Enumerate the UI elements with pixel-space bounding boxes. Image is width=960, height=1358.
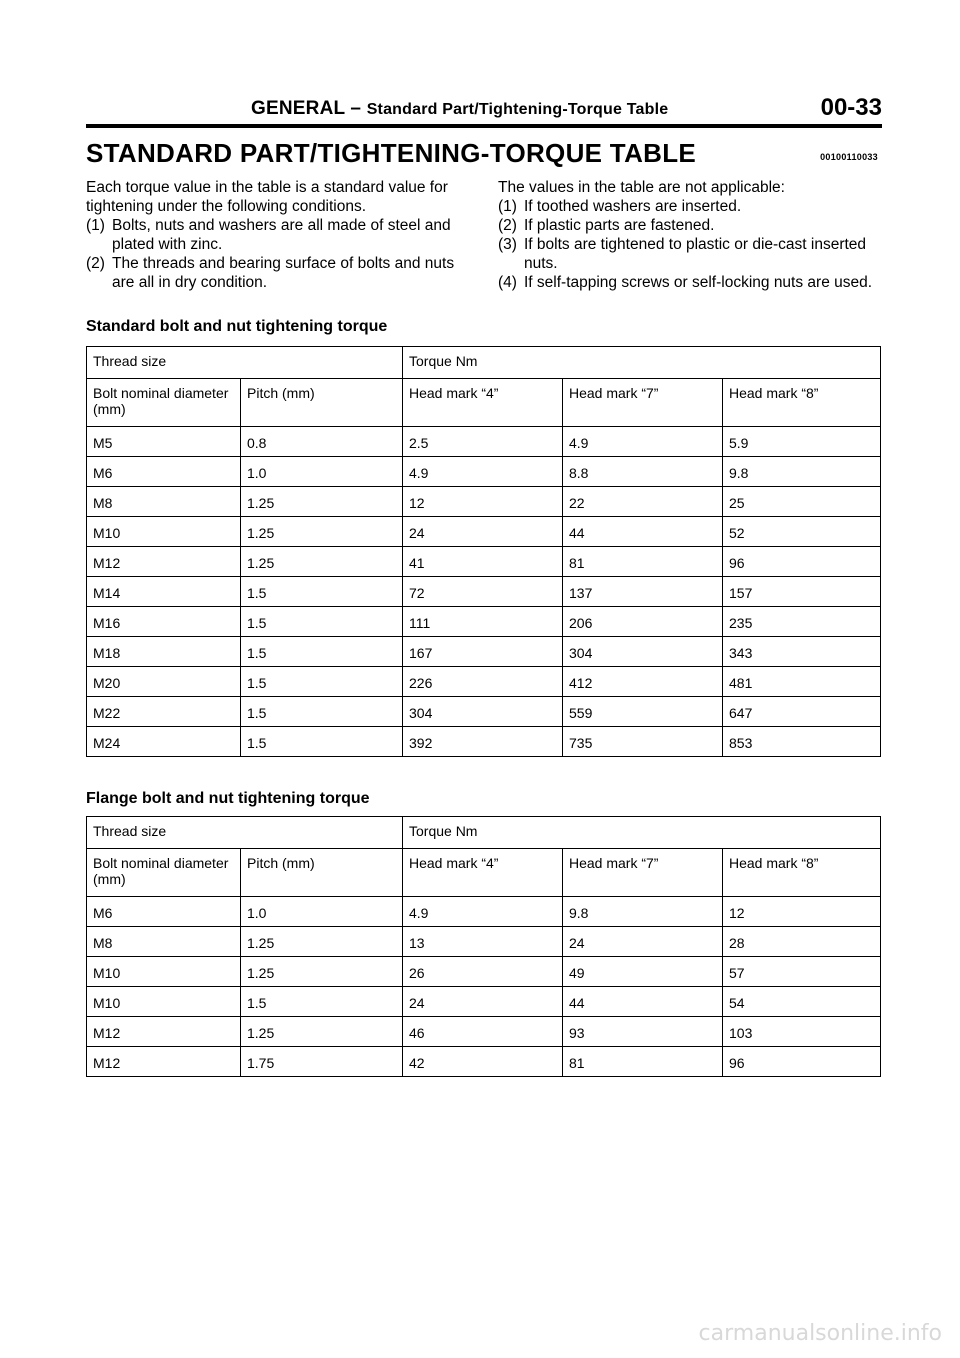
table-cell: M6 (87, 897, 241, 927)
table-cell: 735 (563, 727, 723, 757)
table-row (87, 457, 881, 487)
intro-right-paragraph: The values in the table are not applicable: (498, 179, 785, 196)
table-row (87, 957, 881, 987)
table-group-header-row (87, 347, 881, 379)
table-cell: 9.8 (723, 457, 881, 487)
table-cell: 304 (563, 637, 723, 667)
table-cell: 4.9 (403, 457, 563, 487)
table-cell: 157 (723, 577, 881, 607)
torque-header: Torque Nm (403, 347, 881, 379)
table-cell: 42 (403, 1047, 563, 1077)
table-cell: 0.8 (241, 427, 403, 457)
intro-right-item (498, 197, 888, 216)
table-cell: 1.75 (241, 1047, 403, 1077)
table-cell: 8.8 (563, 457, 723, 487)
table-cell: M22 (87, 697, 241, 727)
table-group-header-row (87, 817, 881, 849)
table-cell: 52 (723, 517, 881, 547)
item-text: If plastic parts are fastened. (524, 217, 715, 234)
intro-left-item (86, 216, 466, 254)
table-cell: 167 (403, 637, 563, 667)
table-cell: 1.5 (241, 577, 403, 607)
table-row (87, 487, 881, 517)
table-cell: 392 (403, 727, 563, 757)
table-cell: 1.5 (241, 987, 403, 1017)
table-row (87, 607, 881, 637)
column-header: Head mark “7” (563, 379, 723, 427)
intro-right-item (498, 273, 888, 292)
header-section-label: GENERAL – (251, 98, 362, 119)
column-header: Head mark “8” (723, 379, 881, 427)
table-cell: 12 (723, 897, 881, 927)
table-cell: 1.0 (241, 897, 403, 927)
item-text: If toothed washers are inserted. (524, 198, 742, 215)
table-cell: 1.0 (241, 457, 403, 487)
table-cell: M10 (87, 957, 241, 987)
table-row (87, 727, 881, 757)
table-cell: 2.5 (403, 427, 563, 457)
table-cell: M18 (87, 637, 241, 667)
table-cell: 96 (723, 547, 881, 577)
table-column-header-row (87, 379, 881, 427)
column-header: Head mark “7” (563, 849, 723, 897)
item-number: (4) (498, 274, 517, 291)
header-subtitle: Standard Part/Tightening-Torque Table (366, 101, 669, 118)
watermark: carmanualsonline.info (698, 1321, 942, 1346)
table-row (87, 987, 881, 1017)
table-row (87, 927, 881, 957)
table-cell: 304 (403, 697, 563, 727)
item-number: (2) (498, 217, 517, 234)
item-number: (2) (86, 255, 105, 272)
thread-size-header: Thread size (87, 347, 403, 379)
table-cell: 111 (403, 607, 563, 637)
table-cell: 412 (563, 667, 723, 697)
table-row (87, 427, 881, 457)
table-row (87, 577, 881, 607)
table-cell: 137 (563, 577, 723, 607)
table-cell: 93 (563, 1017, 723, 1047)
table-row (87, 1047, 881, 1077)
table-cell: 226 (403, 667, 563, 697)
table-cell: M8 (87, 927, 241, 957)
table-cell: 28 (723, 927, 881, 957)
item-text: Bolts, nuts and washers are all made of steel and plated with zinc. (112, 217, 451, 253)
table-cell: 1.25 (241, 517, 403, 547)
intro-left-column (86, 178, 466, 292)
table-cell: M16 (87, 607, 241, 637)
table-cell: M24 (87, 727, 241, 757)
item-text: If self-tapping screws or self-locking nuts are used. (524, 274, 873, 291)
table-cell: 24 (403, 987, 563, 1017)
table-cell: M12 (87, 547, 241, 577)
table-cell: 1.5 (241, 667, 403, 697)
table-cell: 44 (563, 987, 723, 1017)
table-row (87, 547, 881, 577)
table-cell: 206 (563, 607, 723, 637)
table-cell: 5.9 (723, 427, 881, 457)
table-row (87, 667, 881, 697)
table1-body (87, 427, 881, 757)
table-cell: M10 (87, 987, 241, 1017)
column-header: Head mark “8” (723, 849, 881, 897)
document-number: 00100110033 (820, 152, 878, 162)
table-cell: M5 (87, 427, 241, 457)
table-cell: M12 (87, 1017, 241, 1047)
table-cell: 22 (563, 487, 723, 517)
table-cell: M10 (87, 517, 241, 547)
table-cell: 4.9 (403, 897, 563, 927)
table-cell: 9.8 (563, 897, 723, 927)
intro-right-item (498, 235, 888, 273)
table-row (87, 517, 881, 547)
standard-torque-table (86, 346, 881, 757)
table-cell: 96 (723, 1047, 881, 1077)
torque-header: Torque Nm (403, 817, 881, 849)
table-row (87, 897, 881, 927)
column-header: Bolt nominal diameter (mm) (87, 849, 241, 897)
table-cell: 44 (563, 517, 723, 547)
item-text: The threads and bearing surface of bolts and nuts are all in dry condition. (112, 255, 455, 291)
table-cell: 25 (723, 487, 881, 517)
table-row (87, 1017, 881, 1047)
column-header: Head mark “4” (403, 849, 563, 897)
column-header: Head mark “4” (403, 379, 563, 427)
table-cell: 24 (403, 517, 563, 547)
item-number: (1) (498, 198, 517, 215)
flange-torque-table (86, 816, 881, 1077)
table-cell: M8 (87, 487, 241, 517)
table-cell: 103 (723, 1017, 881, 1047)
table-cell: M20 (87, 667, 241, 697)
table-cell: M6 (87, 457, 241, 487)
table-cell: 1.25 (241, 547, 403, 577)
table-cell: 1.5 (241, 697, 403, 727)
table-row (87, 637, 881, 667)
table1-title: Standard bolt and nut tightening torque (86, 318, 388, 335)
table-cell: 1.5 (241, 727, 403, 757)
table-cell: 81 (563, 1047, 723, 1077)
table-cell: 12 (403, 487, 563, 517)
table-cell: 26 (403, 957, 563, 987)
table-cell: 13 (403, 927, 563, 957)
table-cell: M12 (87, 1047, 241, 1077)
item-text: If bolts are tightened to plastic or die-cast inserted nuts. (524, 236, 867, 272)
table-cell: 41 (403, 547, 563, 577)
table-cell: 1.5 (241, 637, 403, 667)
table-cell: 72 (403, 577, 563, 607)
intro-right-column (498, 178, 888, 292)
thread-size-header: Thread size (87, 817, 403, 849)
table-cell: 57 (723, 957, 881, 987)
table-cell: 24 (563, 927, 723, 957)
table-cell: 481 (723, 667, 881, 697)
column-header: Pitch (mm) (241, 379, 403, 427)
intro-right-item (498, 216, 888, 235)
table-cell: 54 (723, 987, 881, 1017)
table-cell: 49 (563, 957, 723, 987)
item-number: (1) (86, 217, 105, 234)
table-cell: 1.5 (241, 607, 403, 637)
item-number: (3) (498, 236, 517, 253)
table-cell: 1.25 (241, 927, 403, 957)
table-row (87, 697, 881, 727)
header-rule (86, 124, 882, 128)
column-header: Pitch (mm) (241, 849, 403, 897)
table-cell: 343 (723, 637, 881, 667)
table-cell: 1.25 (241, 1017, 403, 1047)
intro-left-paragraph: Each torque value in the table is a standard value for tightening under the following conditions. (86, 179, 448, 215)
table-cell: 46 (403, 1017, 563, 1047)
table-cell: 235 (723, 607, 881, 637)
table-cell: 4.9 (563, 427, 723, 457)
table-cell: 1.25 (241, 487, 403, 517)
table-cell: 853 (723, 727, 881, 757)
page-title: STANDARD PART/TIGHTENING-TORQUE TABLE (86, 138, 697, 168)
intro-left-item (86, 254, 466, 292)
table-cell: M14 (87, 577, 241, 607)
table2-body (87, 897, 881, 1077)
table-cell: 81 (563, 547, 723, 577)
header-section (251, 98, 668, 120)
table2-title: Flange bolt and nut tightening torque (86, 790, 370, 807)
page-header (86, 96, 882, 126)
table-column-header-row (87, 849, 881, 897)
table-cell: 1.25 (241, 957, 403, 987)
column-header: Bolt nominal diameter (mm) (87, 379, 241, 427)
table-cell: 559 (563, 697, 723, 727)
table-cell: 647 (723, 697, 881, 727)
page-number: 00-33 (820, 94, 882, 121)
